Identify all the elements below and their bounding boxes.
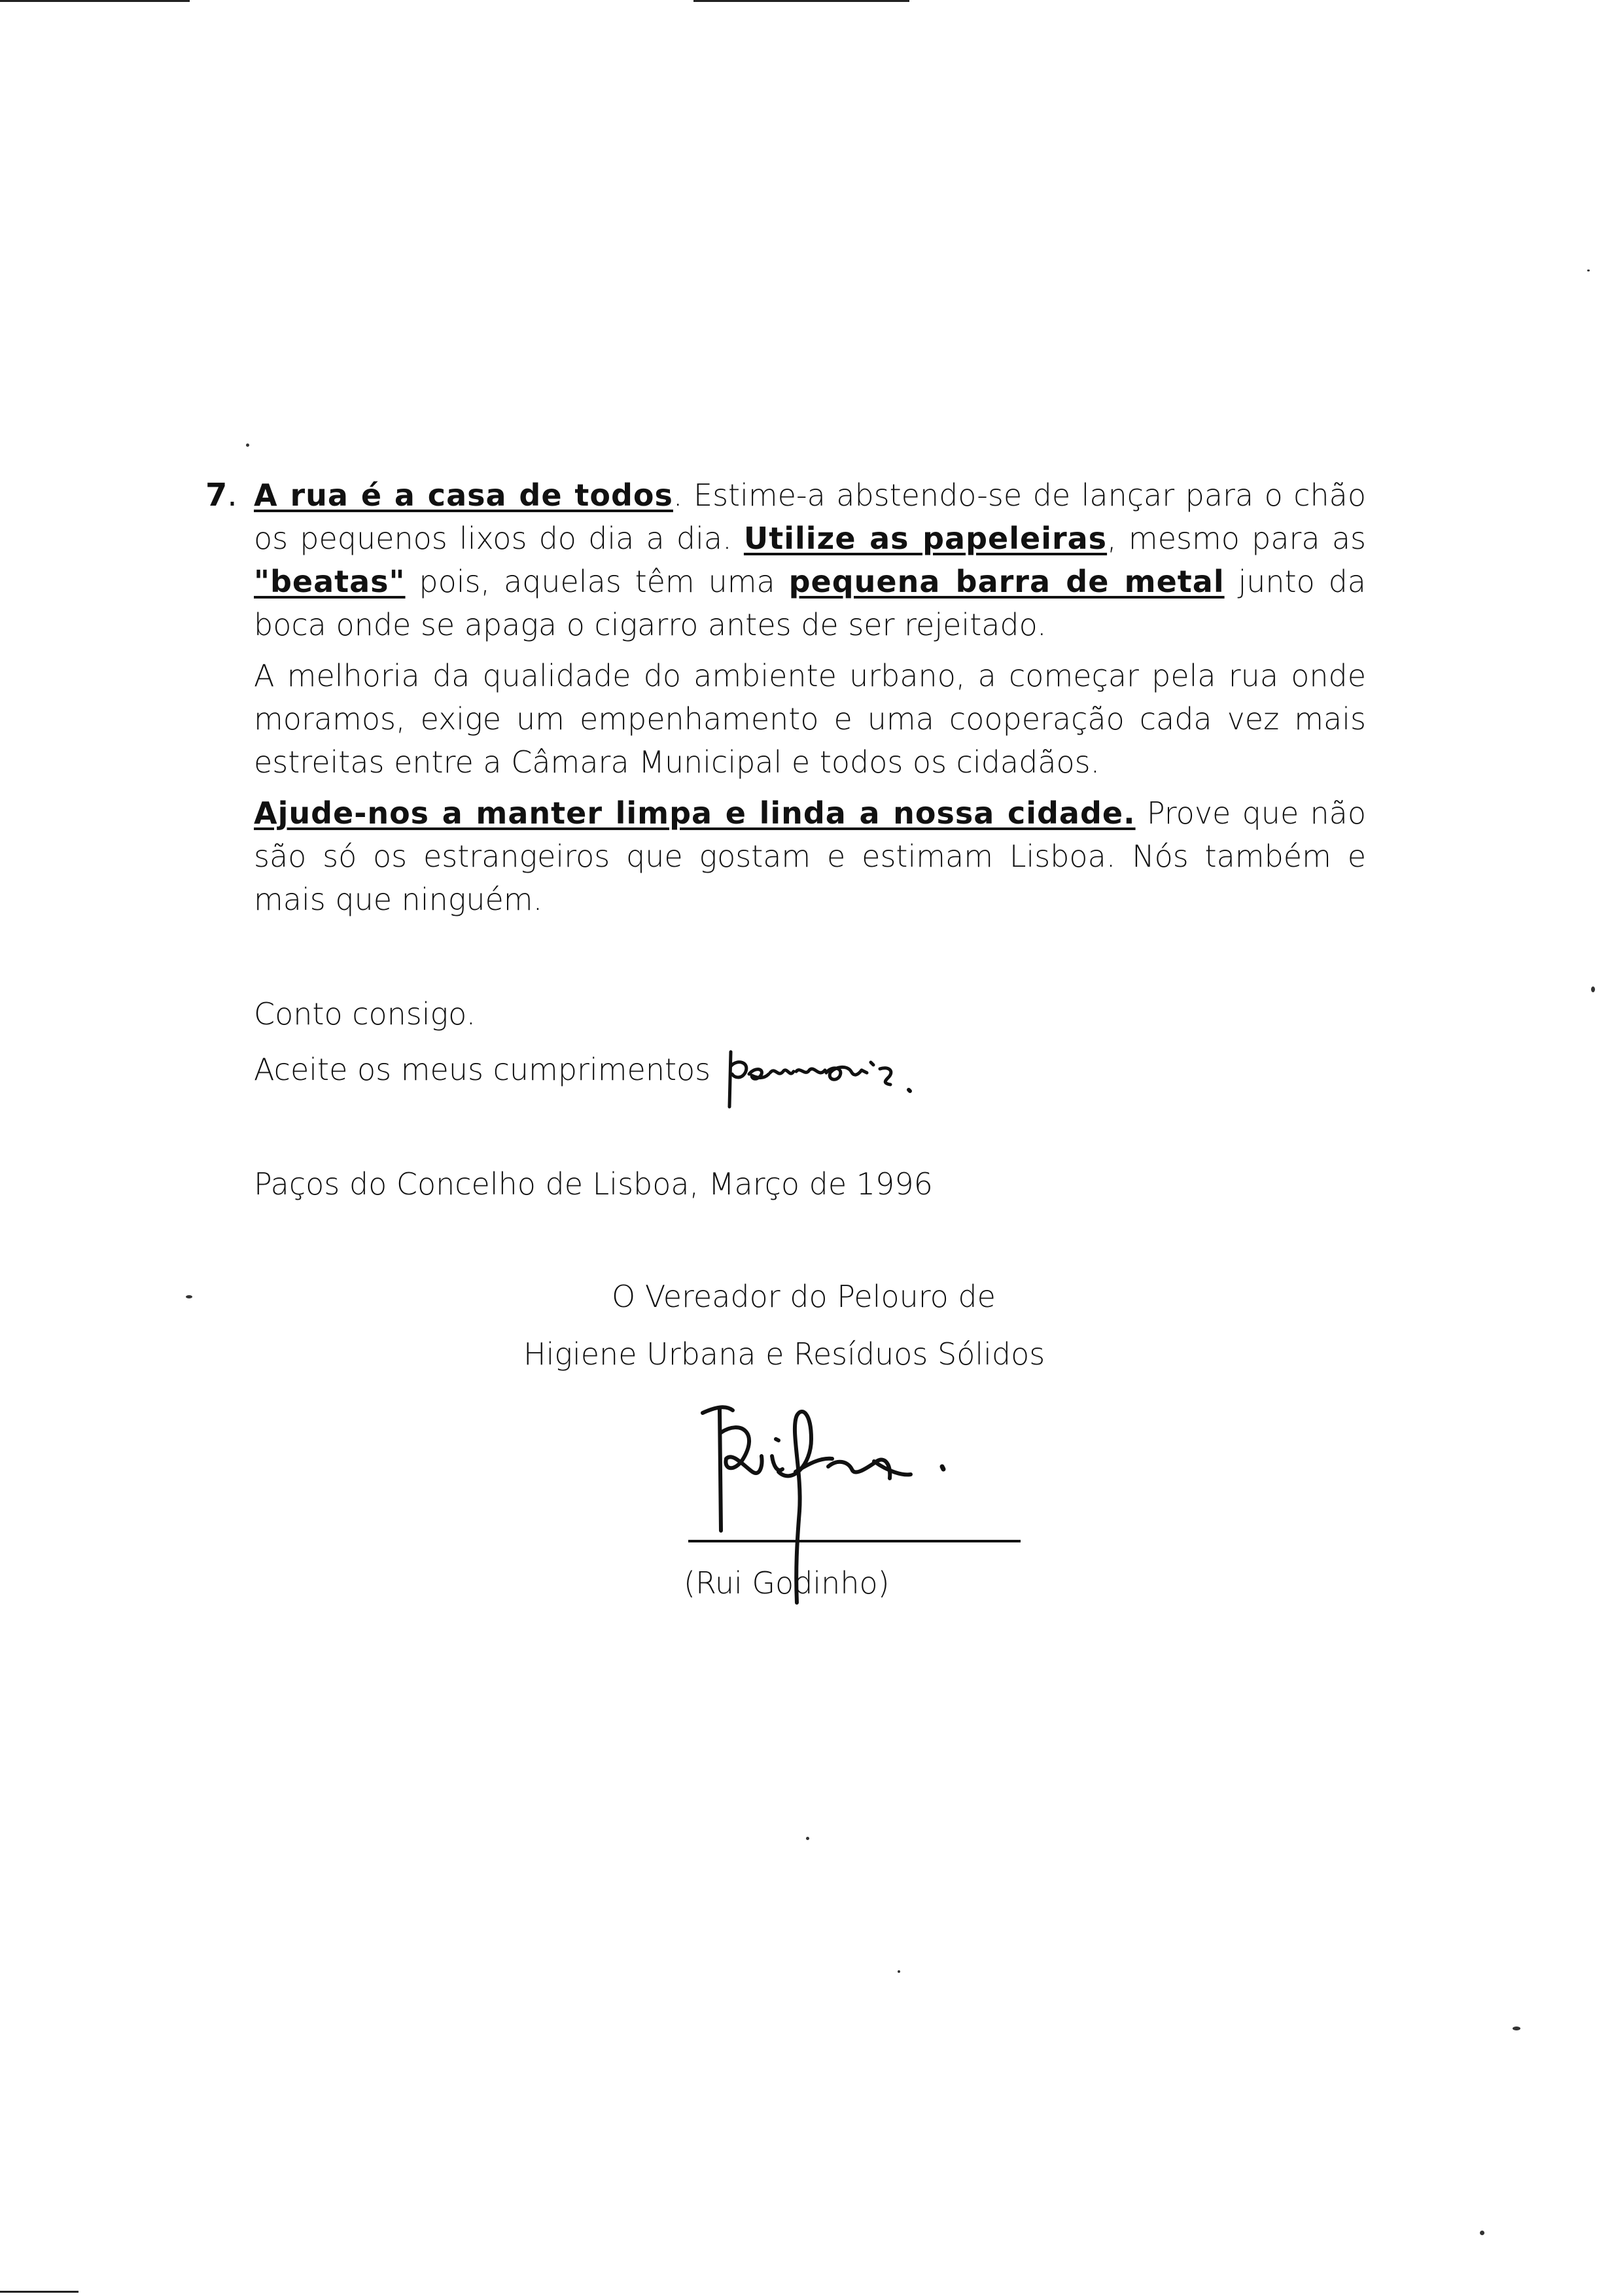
scan-speck xyxy=(1587,270,1590,271)
place-and-date: Paços do Concelho de Lisboa, Março de 1996 xyxy=(254,1166,933,1202)
item-number xyxy=(205,474,237,517)
scan-speck xyxy=(1591,986,1595,992)
item-7-paragraph-2 xyxy=(254,654,1366,784)
closing-line-1: Conto consigo. xyxy=(254,996,476,1032)
emphasis-rua-casa-todos: A rua é a casa de todos xyxy=(254,478,673,513)
text-run: , mesmo para as xyxy=(1107,521,1366,556)
paragraph-ambiente-urbano: A melhoria da qualidade do ambiente urbano, a começar pela rua onde moramos, exige um empenhamento e uma cooperação cada vez mais estreitas entre a Câmara Municipal e todos os cidadãos. xyxy=(254,658,1366,780)
scan-speck xyxy=(806,1837,809,1840)
scan-speck xyxy=(246,444,249,447)
signatory-title-line-1: O Vereador do Pelouro de xyxy=(612,1279,996,1314)
scan-speck xyxy=(1480,2231,1484,2235)
signatory-title-line-2: Higiene Urbana e Resíduos Sólidos xyxy=(523,1336,1045,1372)
scan-edge-top-left xyxy=(0,0,190,2)
text-run: junto da boca onde se apaga o cigarro antes de ser rejeitado. xyxy=(254,564,1366,642)
item-number-value: 7 xyxy=(205,477,228,513)
text-run: . Estime-a abstendo-se de lançar para o chão os pequenos lixos do dia a dia. xyxy=(254,478,1366,556)
scan-speck xyxy=(1513,2026,1520,2030)
item-7-paragraph-3 xyxy=(254,791,1366,921)
handwritten-note-pessoais xyxy=(723,1047,945,1119)
signatory-name: (Rui Godinho) xyxy=(684,1565,890,1601)
item-7-paragraph-1 xyxy=(254,474,1366,646)
scan-speck xyxy=(898,1970,900,1973)
scan-edge-bottom-left xyxy=(0,2291,79,2293)
emphasis-beatas: "beatas" xyxy=(254,564,406,599)
item-number-suffix: . xyxy=(227,477,237,513)
scan-edge-top-center xyxy=(693,0,909,2)
closing-line-2: Aceite os meus cumprimentos xyxy=(254,1052,711,1087)
emphasis-utilize-papeleiras: Utilize as papeleiras xyxy=(743,521,1108,556)
text-run: Prove que não são só os estrangeiros que gostam e estimam Lisboa. Nós também e mais que ninguém. xyxy=(254,795,1367,917)
signature-line xyxy=(688,1540,1021,1542)
text-run: pois, aquelas têm uma xyxy=(405,564,789,599)
handwritten-signature xyxy=(680,1393,981,1642)
emphasis-ajude-nos: Ajude-nos a manter limpa e linda a nossa cidade. xyxy=(254,795,1136,831)
emphasis-barra-metal: pequena barra de metal xyxy=(788,564,1225,599)
scan-speck xyxy=(186,1295,192,1298)
